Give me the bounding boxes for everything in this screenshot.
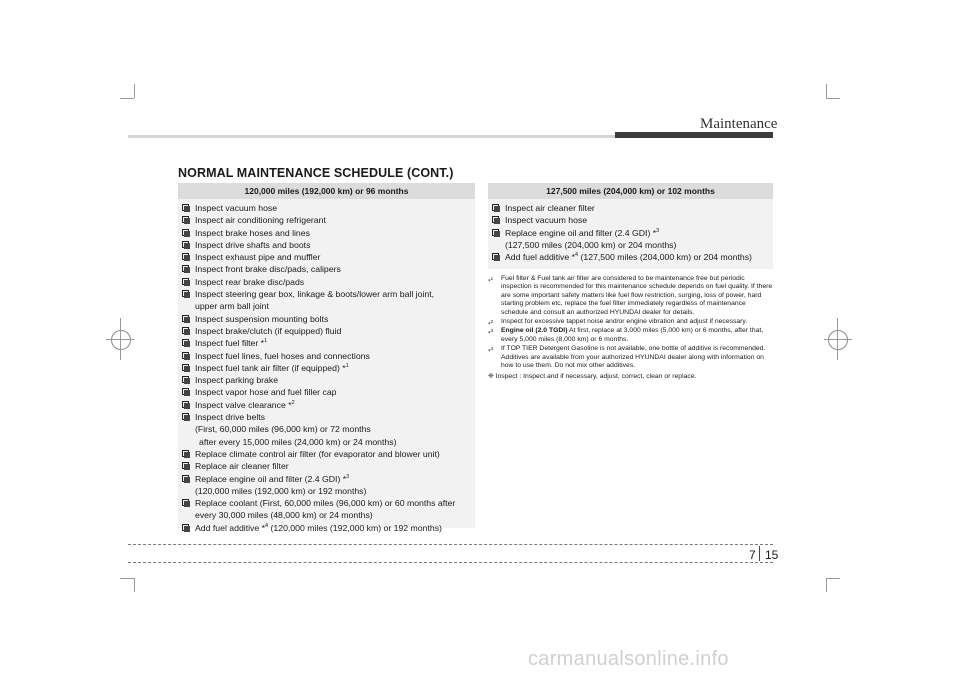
crop-mark (826, 84, 827, 98)
header-rule-accent (615, 132, 773, 138)
checklist-item-text: Inspect brake hoses and lines (195, 227, 310, 238)
checklist-item (178, 202, 475, 214)
checklist-item-text: Inspect brake/clutch (if equipped) fluid (195, 325, 342, 336)
checklist-item (178, 276, 475, 288)
checkbox-icon (182, 364, 189, 371)
footnote-text: Fuel filter & Fuel tank air filter are considered to be maintenance free but periodic inspection is recommended for this maintenance schedule depends on fuel quality. If there are some important safety matters like fuel flow restriction, surging, loss of power, hard starting problem etc, replace the fuel filter immediately regardless of maintenance schedule and consult an authorized HYUNDAI dealer for details. (501, 275, 773, 316)
footnote-number: 1 (490, 276, 494, 281)
checkbox-icon (182, 253, 189, 260)
registration-mark (120, 318, 121, 360)
footnote-star: * (488, 348, 491, 356)
registration-mark (111, 330, 131, 350)
registration-mark (837, 318, 838, 360)
checklist-item-text: (127,500 miles (204,000 km) or 204 months) (578, 252, 752, 263)
checklist-item (178, 251, 475, 263)
checkbox-icon (182, 376, 189, 383)
checkbox-icon (182, 315, 189, 322)
checklist-item (488, 202, 773, 214)
crop-mark (826, 98, 840, 99)
checklist-item-text: Inspect rear brake disc/pads (195, 276, 305, 287)
left-schedule-panel (178, 183, 475, 533)
checklist-item (178, 350, 475, 362)
page-number: 15 (765, 548, 779, 562)
checklist-item-text: Inspect exhaust pipe and muffler (195, 252, 321, 263)
checkbox-icon (182, 413, 189, 420)
footnote-text: At first, replace at 3,000 miles (5,000 km) or 6 months, after that, every 5,000 miles (8,000 km) or 6 months. (501, 327, 764, 343)
crop-mark (120, 578, 134, 579)
checkbox-icon (182, 241, 189, 248)
section-title: Maintenance (700, 116, 778, 132)
footnote (488, 327, 773, 344)
checklist-item (178, 288, 475, 313)
checklist-item (178, 399, 475, 411)
checklist-item-detail: (120,000 miles (192,000 km) or 192 months) (195, 485, 367, 496)
footnote-ref: 4 (575, 252, 579, 259)
checklist-item (178, 386, 475, 398)
checklist-item-detail: (127,500 miles (204,000 km) or 204 months) (505, 239, 677, 250)
checklist-item-text: Add fuel additive * (195, 522, 266, 533)
checklist-item (488, 227, 773, 252)
registration-mark (824, 339, 852, 340)
left-schedule-title: 120,000 miles (192,000 km) or 96 months (178, 183, 475, 199)
checklist-item-text: Inspect front brake disc/pads, calipers (195, 264, 341, 275)
checkbox-icon (182, 352, 189, 359)
crop-mark (134, 578, 135, 592)
checklist-item-detail: (First, 60,000 miles (96,000 km) or 72 months (195, 424, 371, 435)
registration-mark (828, 330, 848, 350)
footnote-number: 2 (490, 319, 494, 325)
checklist-item (488, 251, 773, 263)
page-number-separator (759, 546, 760, 561)
footnote-mark (488, 275, 493, 287)
checklist-item-detail: every 30,000 miles (48,000 km) or 24 months) (195, 510, 373, 521)
checklist-item-text: Inspect fuel tank air filter (if equipped) * (195, 362, 346, 373)
checklist-item (178, 337, 475, 349)
crop-mark (826, 578, 827, 592)
checklist-item-text: Inspect drive shafts and boots (195, 239, 311, 250)
checklist-item-text: Replace climate control air filter (for evaporator and blower unit) (195, 448, 440, 459)
footnote-ref: 3 (346, 473, 350, 480)
footnote-ref: 4 (265, 522, 269, 529)
footnote-star: * (488, 321, 491, 329)
checklist-item-text: Replace engine oil and filter (2.4 GDI) * (195, 473, 347, 484)
checkbox-icon (492, 229, 499, 236)
crop-mark (120, 98, 134, 99)
checklist-item-text: (120,000 miles (192,000 km) or 192 months) (268, 522, 442, 533)
checklist-item (178, 263, 475, 275)
footnote-text: Inspect for excessive tappet noise and/or engine vibration and adjust if necessary. (501, 318, 748, 326)
checklist-item (178, 374, 475, 386)
checklist-item (178, 460, 475, 472)
checklist-item-text: Replace coolant (First, 60,000 miles (96,000 km) or 60 months after (195, 498, 456, 509)
checklist-item-detail: after every 15,000 miles (24,000 km) or 24 months) (199, 436, 397, 447)
footnote-star: * (488, 330, 491, 338)
checklist-item-text: Replace engine oil and filter (2.4 GDI) * (505, 227, 657, 238)
inspect-note: ❈ Inspect : Inspect and if necessary, adjust, correct, clean or replace. (488, 373, 697, 381)
checkbox-icon (492, 204, 499, 211)
crop-mark (826, 578, 840, 579)
checklist-item-text: Inspect vacuum hose (505, 215, 588, 226)
footnotes (488, 275, 773, 382)
checklist-item-text: Inspect vapor hose and fuel filler cap (195, 387, 337, 398)
checklist-item-text: Inspect fuel lines, fuel hoses and connections (195, 350, 370, 361)
watermark: carmanualsonline.info (528, 648, 729, 670)
footer-rule (128, 562, 773, 563)
right-schedule-title: 127,500 miles (204,000 km) or 102 months (488, 183, 773, 199)
checklist-item-text: Inspect suspension mounting bolts (195, 313, 329, 324)
checkbox-icon (182, 450, 189, 457)
left-schedule-list (178, 199, 475, 534)
footnote (488, 345, 773, 370)
checkbox-icon (182, 229, 189, 236)
checklist-item-text: Inspect steering gear box, linkage & boots/lower arm ball joint, (195, 289, 435, 300)
checklist-item (178, 325, 475, 337)
right-schedule-panel (488, 183, 773, 269)
checklist-item-text: Inspect vacuum hose (195, 203, 278, 213)
checkbox-icon (182, 216, 189, 223)
checkbox-icon (182, 388, 189, 395)
footnote-mark (488, 327, 493, 339)
checklist-item (178, 239, 475, 251)
checkbox-icon (182, 339, 189, 346)
checklist-item (178, 214, 475, 226)
checklist-item (178, 411, 475, 448)
footnote-ref: 1 (345, 362, 349, 369)
checklist-item (178, 313, 475, 325)
footnote-ref: 3 (656, 227, 660, 234)
checkbox-icon (182, 278, 189, 285)
checkbox-icon (182, 401, 189, 408)
checklist-item (178, 448, 475, 460)
footnote-ref: 1 (264, 338, 268, 345)
checklist-item-text: Inspect fuel filter * (195, 338, 265, 349)
checklist-item-text: Inspect air cleaner filter (505, 203, 595, 213)
checkbox-icon (182, 499, 189, 506)
crop-mark (134, 84, 135, 98)
chapter-number: 7 (749, 548, 756, 562)
checklist-item (488, 214, 773, 226)
checklist-item (178, 522, 475, 534)
checklist-item-text: Inspect air conditioning refrigerant (195, 215, 326, 226)
checklist-item-text: Inspect valve clearance * (195, 399, 292, 410)
footnote (488, 318, 773, 329)
checkbox-icon (492, 216, 499, 223)
footnote-star: * (488, 278, 491, 286)
footer-rule (128, 544, 773, 545)
checklist-item (178, 362, 475, 374)
checkbox-icon (182, 265, 189, 272)
checklist-item-text: Replace air cleaner filter (195, 461, 289, 472)
footnote-ref: 2 (291, 399, 295, 406)
checklist-item-text: Add fuel additive * (505, 252, 576, 263)
checkbox-icon (492, 253, 499, 260)
footnote-mark (488, 345, 493, 357)
checklist-item (178, 497, 475, 522)
footnote-number: 3 (490, 328, 494, 334)
checkbox-icon (182, 524, 189, 531)
checkbox-icon (182, 290, 189, 297)
checkbox-icon (182, 475, 189, 482)
checklist-item-text: Inspect drive belts (195, 412, 266, 423)
footnote-text: If TOP TIER Detergent Gasoline is not available, one bottle of additive is recommended. Additives are available from your authorized HYUNDAI dealer along with information on how to use them. Do not mix other additives. (501, 345, 766, 370)
checkbox-icon (182, 204, 189, 211)
checklist-item-detail: upper arm ball joint (195, 301, 269, 312)
checkbox-icon (182, 327, 189, 334)
footnote-heading: Engine oil (2.0 TGDI) (501, 327, 568, 335)
right-schedule-list (488, 199, 773, 263)
checklist-item (178, 473, 475, 498)
page-heading: NORMAL MAINTENANCE SCHEDULE (CONT.) (178, 166, 454, 180)
footnote-number: 4 (490, 346, 494, 352)
checklist-item (178, 227, 475, 239)
checklist-item-text: Inspect parking brake (195, 375, 279, 386)
checkbox-icon (182, 462, 189, 469)
footnote (488, 275, 773, 317)
